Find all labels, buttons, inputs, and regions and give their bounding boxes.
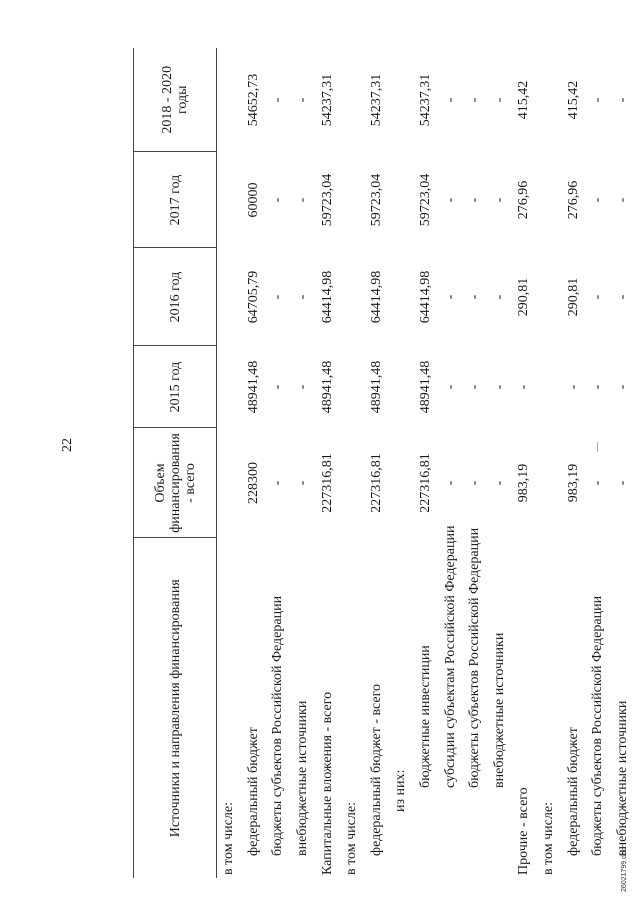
row-value: 59723,04 <box>319 173 335 227</box>
footer-doc-id: 26021799.doc <box>621 847 628 892</box>
row-value: - <box>614 294 630 300</box>
row-value <box>340 152 365 248</box>
row-value: - <box>270 384 286 390</box>
row-value: - <box>270 197 286 203</box>
table-row <box>340 48 365 878</box>
row-value: 983,19 <box>516 463 532 503</box>
row-value: - <box>270 294 286 300</box>
table-row <box>537 48 562 878</box>
row-value: - <box>270 480 286 486</box>
table-row <box>488 48 513 878</box>
row-value: - <box>442 480 458 486</box>
table-row <box>291 48 316 878</box>
row-label: в том числе: <box>541 802 557 875</box>
header-row <box>134 48 217 878</box>
row-value: - <box>590 197 606 203</box>
row-value <box>389 248 414 346</box>
row-label: бюджетные инвестиции <box>418 645 434 788</box>
row-value: 227316,81 <box>319 453 335 513</box>
row-value: 64414,98 <box>418 270 434 324</box>
table-row <box>561 48 586 878</box>
row-value: - <box>442 197 458 203</box>
row-value: - <box>491 294 507 300</box>
table-body <box>217 48 636 878</box>
row-value: - <box>467 197 483 203</box>
row-value: - <box>442 384 458 390</box>
page-number: 22 <box>60 438 75 452</box>
row-label: в том числе: <box>221 802 237 875</box>
row-label: Прочие - всего <box>516 787 532 875</box>
row-value <box>389 152 414 248</box>
row-value <box>389 346 414 428</box>
row-value <box>537 428 562 538</box>
row-value <box>217 428 242 538</box>
row-label: Капитальные вложения - всего <box>319 691 335 875</box>
row-value <box>217 152 242 248</box>
row-value: - <box>491 197 507 203</box>
table-row <box>242 48 267 878</box>
header-2018-2020: 2018 - 2020 годы <box>134 48 217 152</box>
row-value: - <box>491 384 507 390</box>
row-value: - <box>295 197 311 203</box>
row-value: 64414,98 <box>319 270 335 324</box>
table-row <box>611 48 636 878</box>
row-value: 54237,31 <box>319 73 335 127</box>
row-value <box>389 48 414 152</box>
rotated-page-content <box>133 48 637 878</box>
row-label: внебюджетные источники <box>614 700 630 856</box>
row-value: - <box>467 97 483 103</box>
row-value: 228300 <box>245 462 261 504</box>
row-value: 415,42 <box>516 80 532 120</box>
row-value: 54237,31 <box>418 73 434 127</box>
row-value: - <box>270 97 286 103</box>
row-value: 64414,98 <box>368 270 384 324</box>
row-value: 59723,04 <box>368 173 384 227</box>
table-row <box>586 48 611 878</box>
row-value: - <box>467 480 483 486</box>
header-2015: 2015 год <box>134 346 217 428</box>
row-label: бюджеты субъектов Российской Федерации <box>270 595 286 856</box>
row-value <box>340 248 365 346</box>
row-label: бюджеты субъектов Российской Федерации <box>467 527 483 788</box>
row-value <box>537 248 562 346</box>
row-value: - <box>295 294 311 300</box>
row-value <box>217 248 242 346</box>
row-value: 415,42 <box>565 80 581 120</box>
row-value <box>537 152 562 248</box>
row-value: 54652,73 <box>245 73 261 127</box>
table-row <box>217 48 242 878</box>
row-value: 54237,31 <box>368 73 384 127</box>
row-value: - <box>516 384 532 390</box>
row-value: 48941,48 <box>368 360 384 414</box>
table-row <box>266 48 291 878</box>
row-value: - <box>295 480 311 486</box>
row-value: 48941,48 <box>319 360 335 414</box>
row-value: - <box>590 97 606 103</box>
row-value: - <box>614 480 630 486</box>
row-value: 276,96 <box>516 180 532 220</box>
header-sources: Источники и направления финансирования <box>167 579 183 838</box>
table-row <box>389 48 414 878</box>
row-value: - <box>590 384 606 390</box>
row-value: 276,96 <box>565 180 581 220</box>
row-label: внебюджетные источники <box>491 632 507 788</box>
row-value: 983,19 <box>565 463 581 503</box>
row-value <box>340 346 365 428</box>
row-value: - <box>467 384 483 390</box>
row-value: - <box>590 294 606 300</box>
row-value: - <box>442 294 458 300</box>
row-value: - <box>590 480 606 486</box>
row-label: бюджеты субъектов Российской Федерации <box>590 595 606 856</box>
row-value <box>217 346 242 428</box>
row-label: федеральный бюджет - всего <box>368 683 384 856</box>
row-value: 64705,79 <box>245 270 261 324</box>
header-2017: 2017 год <box>134 152 217 248</box>
table-header <box>134 48 217 878</box>
row-value: 59723,04 <box>418 173 434 227</box>
row-value <box>340 428 365 538</box>
row-value: 290,81 <box>516 277 532 317</box>
table-row <box>438 48 463 878</box>
row-label: внебюджетные источники <box>295 700 311 856</box>
row-value: 60000 <box>245 182 261 218</box>
row-value <box>537 48 562 152</box>
row-label: в том числе: <box>344 802 360 875</box>
row-value <box>389 428 414 538</box>
financing-table <box>133 48 635 878</box>
row-value: - <box>491 97 507 103</box>
row-value: - <box>614 97 630 103</box>
row-label: федеральный бюджет <box>565 727 581 856</box>
row-value: - <box>565 384 581 390</box>
row-value: - <box>442 97 458 103</box>
table-row <box>414 48 439 878</box>
row-value: 290,81 <box>565 277 581 317</box>
header-2016: 2016 год <box>134 248 217 346</box>
table-row <box>315 48 340 878</box>
row-value: - <box>614 197 630 203</box>
table-row <box>512 48 537 878</box>
table-row <box>463 48 488 878</box>
row-label: из них: <box>393 769 409 812</box>
row-value <box>340 48 365 152</box>
header-total: Объем финансирования - всего <box>134 428 217 538</box>
row-label: субсидии субъектам Российской Федерации <box>442 525 458 788</box>
row-value: 48941,48 <box>418 360 434 414</box>
row-value: - <box>614 384 630 390</box>
row-value: 227316,81 <box>418 453 434 513</box>
row-label: федеральный бюджет <box>245 727 261 856</box>
row-value <box>217 48 242 152</box>
row-value: - <box>467 294 483 300</box>
row-value: 48941,48 <box>245 360 261 414</box>
row-value: 227316,81 <box>368 453 384 513</box>
row-value <box>537 346 562 428</box>
row-value: - <box>491 480 507 486</box>
table-row <box>365 48 390 878</box>
row-value: - <box>295 97 311 103</box>
row-value: - <box>295 384 311 390</box>
